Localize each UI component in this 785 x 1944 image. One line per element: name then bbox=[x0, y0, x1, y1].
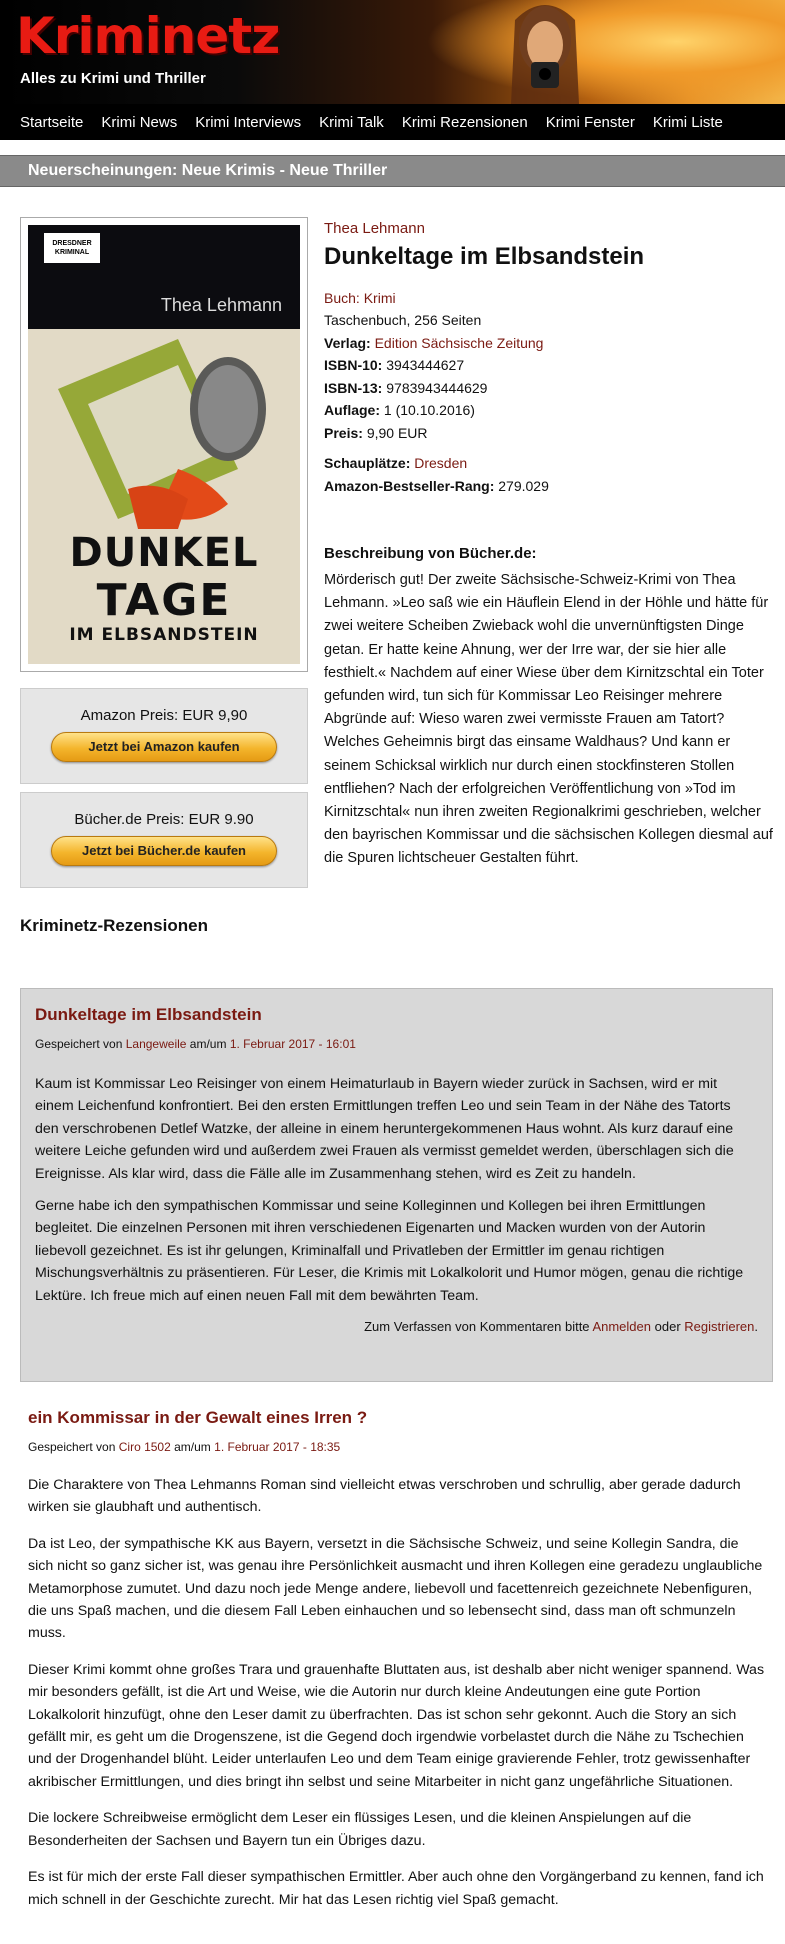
price-label: Preis: bbox=[324, 424, 363, 441]
site-logo[interactable]: Kriminetz bbox=[16, 7, 280, 65]
review-date-link[interactable]: 1. Februar 2017 - 18:35 bbox=[214, 1440, 341, 1454]
price-value: 9,90 EUR bbox=[366, 424, 428, 441]
saved-by-label: Gespeichert von bbox=[35, 1037, 123, 1051]
comment-prompt-text: Zum Verfassen von Kommentaren bitte bbox=[364, 1319, 590, 1335]
publisher-label: Verlag: bbox=[324, 334, 371, 351]
price-row bbox=[324, 422, 774, 445]
section-title: Neuerscheinungen: Neue Krimis - Neue Thriller bbox=[0, 155, 785, 187]
isbn10-row bbox=[324, 354, 774, 377]
review-paragraph: Die lockere Schreibweise ermöglicht dem Leser ein flüssiges Lesen, und die kleinen Anspielungen auf die Besonderheiten der Sachsen und Bayern tun ein Übriges dazu. bbox=[28, 1810, 692, 1849]
nav-item-krimi-talk[interactable]: Krimi Talk bbox=[319, 113, 384, 131]
nav-item-krimi-rezensionen[interactable]: Krimi Rezensionen bbox=[401, 113, 528, 131]
site-tagline: Alles zu Krimi und Thriller bbox=[20, 70, 206, 87]
cover-paint-can-illustration bbox=[28, 329, 300, 529]
nav-item-krimi-news[interactable]: Krimi News bbox=[101, 113, 178, 131]
nav-item-startseite[interactable]: Startseite bbox=[20, 113, 84, 131]
isbn10-value: 3943444627 bbox=[386, 357, 465, 373]
review-paragraph: Gerne habe ich den sympathischen Kommissar und seine Kolleginnen und Kollegen bei ihren Ermittlungen begleitet. Die einzelnen Personen mit ihren verschiedenen Eigenarten und Macken wurden von der Autorin liebevoll gezeichnet. Es ist ihr gelungen, Kriminalfall und Privatleben der Ermittler im genau richtigen Mischungsverhältnis zu präsentieren. Für Leser, die Krimis mit Lokalkolorit und Humor mögen, genau die richtige Lektüre. Ich freue mich auf einen neuen Fall mit dem bewährten Team. bbox=[35, 1198, 744, 1304]
buy-at-amazon-button[interactable]: Jetzt bei Amazon kaufen bbox=[51, 732, 277, 762]
review-date-link[interactable]: 1. Februar 2017 - 16:01 bbox=[229, 1037, 356, 1051]
review-paragraph: Dieser Krimi kommt ohne großes Trara und grauenhafte Bluttaten aus, ist deshalb aber nicht weniger spannend. Was mir besonders gefällt, ist die Art und Weise, wie die Autorin nur durch kleine Andeutungen eine gute Portion Lokalkolorit hinzufügt, ohne den Leser damit zu überfrachten. Das ist schon sehr gekonnt. Auch die Story an sich gefällt mir, es geht um die Drogenszene, ist die Gegend doch irgendwie vorbelastet durch die Nähe zu Tschechien und der Drogenhandel blüht. Leider unterlaufen Leo und dem Team einige gravierende Fehler, trotz gewissenhafter akribischer Ermittlungen, und dies bringt ihn selbst und seine Mitarbeiter in nicht ganz ungefährliche Situationen. bbox=[28, 1661, 765, 1790]
main-navigation bbox=[0, 104, 785, 140]
isbn13-row bbox=[324, 377, 774, 400]
isbn13-label: ISBN-13: bbox=[324, 379, 383, 396]
buy-at-buecher-button[interactable]: Jetzt bei Bücher.de kaufen bbox=[51, 836, 277, 866]
rank-row bbox=[324, 475, 774, 498]
buecher-price: Bücher.de Preis: EUR 9.90 bbox=[74, 811, 254, 828]
places-row bbox=[324, 452, 774, 475]
publisher-link[interactable]: Edition Sächsische Zeitung bbox=[374, 334, 544, 351]
review-paragraph: Da ist Leo, der sympathische KK aus Bayern, versetzt in die Sächsische Schweiz, und seine Kollegin Sandra, die sich nicht so ganz sicher ist, was genau ihre Persönlichkeit ausmacht und ihren Kollegen eine geradezu unglaubliche Metamorphose zumutet. Und dazu noch jede Menge andere, liebevoll und facettenreich gezeichnete Nebenfiguren, die uns Spaß machen, und die diesem Fall Leben einhauchen und so lebensecht sind, dass man oft schmunzeln muss. bbox=[28, 1535, 763, 1642]
description-text: Mörderisch gut! Der zweite Sächsische-Schweiz-Krimi von Thea Lehmann. »Leo saß wie ein Häuflein Elend in der Höhle und hätte für zwei weitere Scheiben Zwieback wohl die unvernünftigsten Dinge getan. Er hatte keine Ahnung, wer der Irre war, der sie hier alle festhielt.« Nachdem auf einer Wiese über dem Kirnitzschtal ein Toter gefunden wird, tun sich für Kommissar Leo Reisinger mehrere Abgründe auf: Wieso waren zwei vermisste Frauen am Tatort? Welches Geheimnis birgt das einsame Waldhaus? Und kann er seinem Schicksal wirklich nur durch einen stockfinsteren Stollen entfliehen? Nach der erfolgreichen Veröffentlichung von »Tod im Kirnitzschtal« nun ihren zweiten Regionalkrimi geschrieben, welcher den bayrischen Kommissar und die sächsischen Kollegen diesmal auf die Spuren lichtscheuer Gestalten führt. bbox=[324, 572, 773, 867]
review-paragraph: Es ist für mich der erste Fall dieser sympathischen Ermittler. Aber auch ohne den Vorgängerband zu kennen, fand ich mich schnell in der Geschichte zurecht. Mir hat das Lesen richtig viel Spaß gemacht. bbox=[28, 1869, 764, 1908]
review-author-link[interactable]: Ciro 1502 bbox=[118, 1440, 171, 1454]
review-meta bbox=[35, 1037, 758, 1051]
cover-title-line-2: TAGE bbox=[96, 575, 232, 626]
header-flame-background bbox=[425, 0, 785, 104]
review-title[interactable]: ein Kommissar in der Gewalt eines Irren ? bbox=[28, 1408, 368, 1427]
at-label: am/um bbox=[174, 1440, 211, 1454]
or-text: oder bbox=[654, 1319, 681, 1335]
genre-label: Buch: bbox=[324, 289, 360, 306]
nav-item-krimi-liste[interactable]: Krimi Liste bbox=[652, 113, 723, 131]
buecher-price-box bbox=[20, 792, 308, 888]
book-title: Dunkeltage im Elbsandstein bbox=[324, 242, 645, 270]
footer-period: . bbox=[754, 1319, 758, 1335]
header-gun-woman-image bbox=[495, 0, 595, 104]
register-link[interactable]: Registrieren bbox=[684, 1319, 755, 1335]
edition-value: 1 (10.10.2016) bbox=[383, 402, 475, 418]
description-title: Beschreibung von Bücher.de: bbox=[324, 545, 537, 562]
places-label: Schauplätze: bbox=[324, 455, 411, 471]
nav-item-krimi-fenster[interactable]: Krimi Fenster bbox=[545, 113, 635, 131]
review-paragraph: Die Charaktere von Thea Lehmanns Roman sind vielleicht etwas verschroben und schrullig, aber gerade dadurch wirken sie glaubhaft und authentisch. bbox=[28, 1477, 741, 1516]
book-author-link[interactable]: Thea Lehmann bbox=[324, 220, 425, 237]
isbn13-value: 9783943444629 bbox=[386, 379, 488, 396]
site-header bbox=[0, 0, 785, 104]
book-cover-art bbox=[28, 225, 300, 664]
edition-row bbox=[324, 399, 774, 422]
review-title[interactable]: Dunkeltage im Elbsandstein bbox=[35, 1005, 262, 1024]
cover-title-line-1: DUNKEL bbox=[69, 530, 259, 576]
places-link[interactable]: Dresden bbox=[414, 455, 468, 471]
rank-value: 279.029 bbox=[498, 477, 549, 494]
genre-link[interactable]: Krimi bbox=[363, 289, 396, 306]
saved-by-label: Gespeichert von bbox=[28, 1440, 116, 1454]
isbn10-label: ISBN-10: bbox=[324, 357, 383, 373]
amazon-price-box bbox=[20, 688, 308, 784]
review-card bbox=[20, 988, 773, 1382]
login-link[interactable]: Anmelden bbox=[592, 1319, 651, 1335]
book-info bbox=[324, 218, 774, 497]
comment-login-prompt bbox=[35, 1319, 758, 1334]
review-paragraph: Kaum ist Kommissar Leo Reisinger von einem Heimaturlaub in Bayern wieder zurück in Sachsen, wird er mit einem Leichenfund konfrontiert. Bei den ersten Ermittlungen treffen Leo und sein Team in der Nähe des Tatorts den verschrobenen Detlef Watzke, der alleine in einem heruntergekommenen Haus wohnt. Als kurz darauf eine weitere Leiche gefunden wird und außerdem zwei Frauen als vermisst gemeldet werden, überschlagen sich die Ereignisse. Als klar wird, dass die Fälle alle im Zusammenhang stehen, wird es Zeit zu handeln. bbox=[35, 1076, 734, 1182]
book-genre-row bbox=[324, 287, 774, 310]
at-label: am/um bbox=[189, 1037, 227, 1051]
book-format: Taschenbuch, 256 Seiten bbox=[324, 312, 482, 328]
rank-label: Amazon-Bestseller-Rang: bbox=[324, 477, 495, 494]
review-author-link[interactable]: Langeweile bbox=[125, 1037, 187, 1051]
cover-title-line-3: IM ELBSANDSTEIN bbox=[69, 625, 259, 645]
review-meta bbox=[28, 1440, 765, 1454]
reviews-heading: Kriminetz-Rezensionen bbox=[20, 916, 208, 935]
book-cover[interactable] bbox=[20, 217, 308, 672]
amazon-price: Amazon Preis: EUR 9,90 bbox=[80, 707, 248, 724]
cover-series-badge: DRESDNER KRIMINAL bbox=[44, 233, 100, 263]
book-publisher-row bbox=[324, 332, 774, 355]
review-card bbox=[20, 1398, 773, 1911]
nav-item-krimi-interviews[interactable]: Krimi Interviews bbox=[195, 113, 302, 131]
edition-label: Auflage: bbox=[324, 402, 380, 418]
cover-author: Thea Lehmann bbox=[160, 295, 282, 315]
